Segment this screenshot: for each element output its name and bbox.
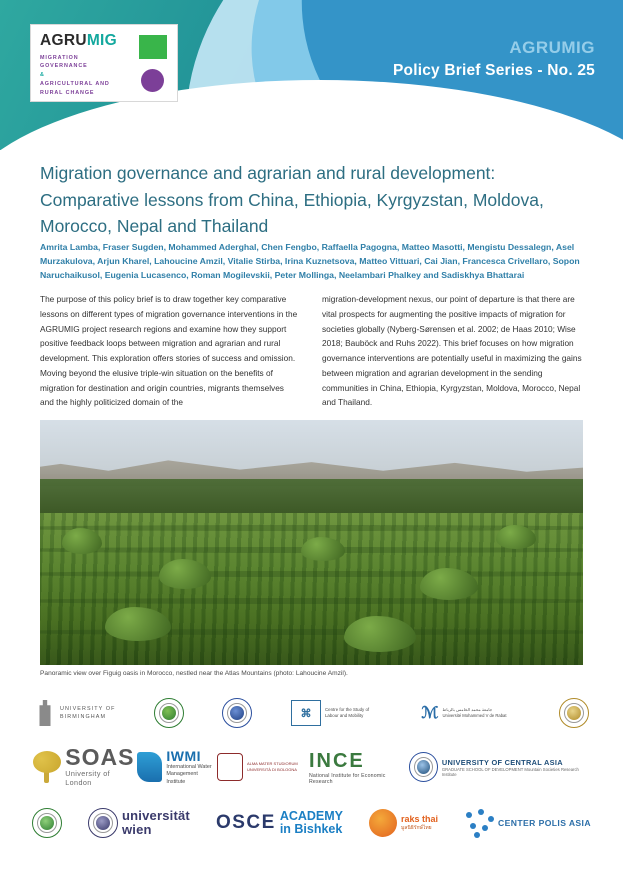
photo-fields: [40, 513, 583, 665]
uca-crest-icon: [409, 752, 438, 782]
clock-tower-icon: [34, 700, 56, 726]
partner-logo-strip: [28, 690, 595, 848]
photo-image: [40, 420, 583, 665]
osce-academy-line-2: in Bishkek: [279, 822, 343, 836]
center-polis-asia-wordmark: CENTER POLIS ASIA: [498, 818, 591, 828]
osce-academy-line-1: ACADEMY: [279, 808, 344, 823]
crest-icon: [32, 808, 62, 838]
uca-subtitle: GRADUATE SCHOOL OF DEVELOPMENT Mountain Societies Research Institute: [441, 766, 579, 777]
bologna-seal-icon: [217, 753, 243, 781]
logo-text: [60, 705, 116, 721]
photo-figure: [40, 420, 583, 665]
uniwien-title: universität: [122, 808, 190, 824]
body-column-right: migration-development nexus, our point of departure is that there are vital prospects for augmenting the positive impacts of migration for societies globally (Nyberg-Sørensen et al. 2002; de Haas 2010; Wise 2018; Bauböck and Ruhs 2022). This brief focuses on how migration governance interventions are potentially useful in maximizing the gains between migration and agrarian development in the sending communities in China, Ethiopia, Kyrgyzstan, Moldova, Morocco, Nepal and Thailand.: [322, 294, 582, 408]
logo-universitat-wien: [88, 808, 190, 838]
logo-partner-crest-gold: [559, 698, 589, 728]
raks-thai-wordmark: raks thai: [401, 814, 439, 824]
logo-university-of-birmingham: [34, 700, 116, 726]
agrumig-logo-sub-line-2: &: [40, 72, 45, 79]
water-drop-icon: [137, 752, 162, 782]
crest-icon: [222, 698, 252, 728]
logo-text: [325, 707, 383, 720]
logo-text-line-1: UNIVERSITY OF: [60, 705, 116, 712]
logo-text-line-1: جامعة محمد الخامس بالرباط: [442, 707, 493, 713]
agrumig-logo-agru: AGRU: [40, 32, 87, 49]
logo-centre-for-study-of-labour-and-mobility: [291, 700, 383, 726]
uca-wordmark: UNIVERSITY OF CENTRAL ASIA: [441, 757, 563, 767]
logo-iwmi: [137, 748, 217, 787]
body-column-left: The purpose of this policy brief is to draw together key comparative lessons on different types of migration governance interventions in the AGRUMIG project research regions and examine how they support positive feedback loops between migration and agrarian and rural development. This exploration offers stories of success and omission. Moving beyond the elusive triple-win situation on the benefits of migration for destination and origin countries, migrants themselves and the highly politicized domain of the: [40, 294, 298, 408]
logo-partner-crest-green: [154, 698, 184, 728]
ince-wordmark: INCE: [308, 749, 365, 772]
iwmi-subtitle: [166, 764, 217, 787]
um5-mark-icon: ℳ: [421, 705, 439, 722]
osce-academy-text: [280, 810, 343, 836]
soas-wordmark: SOAS: [65, 744, 135, 771]
ceslam-mark-icon: ⌘: [291, 700, 321, 726]
logo-partner-crest-green-leaf: [32, 808, 62, 838]
logo-text-line-2: Université Mohammed V de Rabat: [442, 713, 507, 718]
purple-circle-icon: [141, 69, 164, 92]
logo-text-line-2: UNIVERSITÀ DI BOLOGNA: [246, 767, 297, 772]
series-name: AGRUMIG: [509, 38, 595, 57]
raks-thai-mark-icon: [369, 809, 397, 837]
tree-icon: [32, 751, 61, 783]
iwmi-subtitle-line-2: Management Institute: [166, 771, 198, 785]
ince-subtitle: National Institute for Economic Research: [308, 772, 386, 785]
series-block: [393, 38, 595, 80]
logo-ince: [309, 750, 409, 785]
logo-text-line-2: BIRMINGHAM: [60, 714, 107, 720]
crest-icon: [154, 698, 184, 728]
logo-center-polis-asia: [464, 809, 591, 837]
dots-network-icon: [464, 809, 494, 837]
logo-text-line-1: Centre for the Study of: [324, 706, 370, 712]
uniwien-subtitle: wien: [122, 822, 152, 837]
agrumig-logo-sub-line-4: RURAL CHANGE: [40, 90, 95, 97]
body-text: [40, 292, 583, 410]
crest-icon: [559, 698, 589, 728]
photo-caption: Panoramic view over Figuig oasis in Morocco, nestled near the Atlas Mountains (photo: Lahoucine Amzil).: [40, 670, 348, 677]
logo-text-line-2: Labour and Mobility: [324, 713, 364, 718]
uniwien-crest-icon: [88, 808, 118, 838]
logo-osce-academy-in-bishkek: [216, 810, 343, 836]
iwmi-subtitle-line-1: International Water: [166, 763, 212, 770]
agrumig-logo-subtitle: [40, 54, 118, 99]
page-title: Migration governance and agrarian and rural development: Comparative lessons from China, Ethiopia, Kyrgyzstan, Moldova, Morocco, Nepal and Thailand: [40, 163, 544, 237]
page-header: [0, 0, 623, 150]
agrumig-logo-sub-line-3: AGRICULTURAL AND: [40, 81, 110, 88]
partner-logo-row-2: [28, 742, 595, 792]
soas-subtitle: University of London: [65, 768, 111, 787]
uniwien-wordmark: [122, 809, 190, 836]
agrumig-logo-mig: MIG: [86, 32, 118, 49]
logo-text: [247, 761, 309, 772]
logo-text: [443, 707, 521, 719]
logo-university-of-bologna: [217, 753, 309, 781]
logo-text-line-1: ALMA MATER STUDIORUM: [246, 761, 298, 767]
logo-soas-university-of-london: [32, 744, 137, 787]
agrumig-logo: [30, 24, 178, 102]
raks-thai-subtitle: มูลนิธิรักษ์ไทย: [401, 825, 432, 831]
logo-raks-thai-foundation: [369, 809, 438, 837]
iwmi-wordmark: IWMI: [166, 747, 202, 764]
logo-universite-mohammed-v-rabat: [421, 703, 520, 723]
logo-university-of-central-asia: [409, 752, 591, 782]
green-square-icon: [139, 35, 167, 59]
partner-logo-row-1: [28, 690, 595, 736]
logo-partner-crest-blue: [222, 698, 252, 728]
photo-palm-belt: [40, 479, 583, 518]
osce-wordmark: OSCE: [215, 812, 276, 833]
author-list: Amrita Lamba, Fraser Sugden, Mohammed Aderghal, Chen Fengbo, Raffaella Pagogna, Matteo Masotti, Mengistu Dessalegn, Asel Murzakulova, Arjun Kharel, Lahoucine Amzil, Vitalie Stirba, Irina Kuznetsova, Matteo Vittuari, Cai Jian, Francesca Crivellaro, Sopon Naruchaikusol, Eugenia Lucasenco, Roman Mogilevskii, Peter Mollinga, Neelambari Phalkey and Sadiskhya Bhattarai: [40, 242, 580, 281]
series-label: Policy Brief Series - No. 25: [392, 62, 595, 79]
partner-logo-row-3: [28, 798, 595, 848]
agrumig-logo-sub-line-1: MIGRATION GOVERNANCE: [40, 54, 88, 70]
